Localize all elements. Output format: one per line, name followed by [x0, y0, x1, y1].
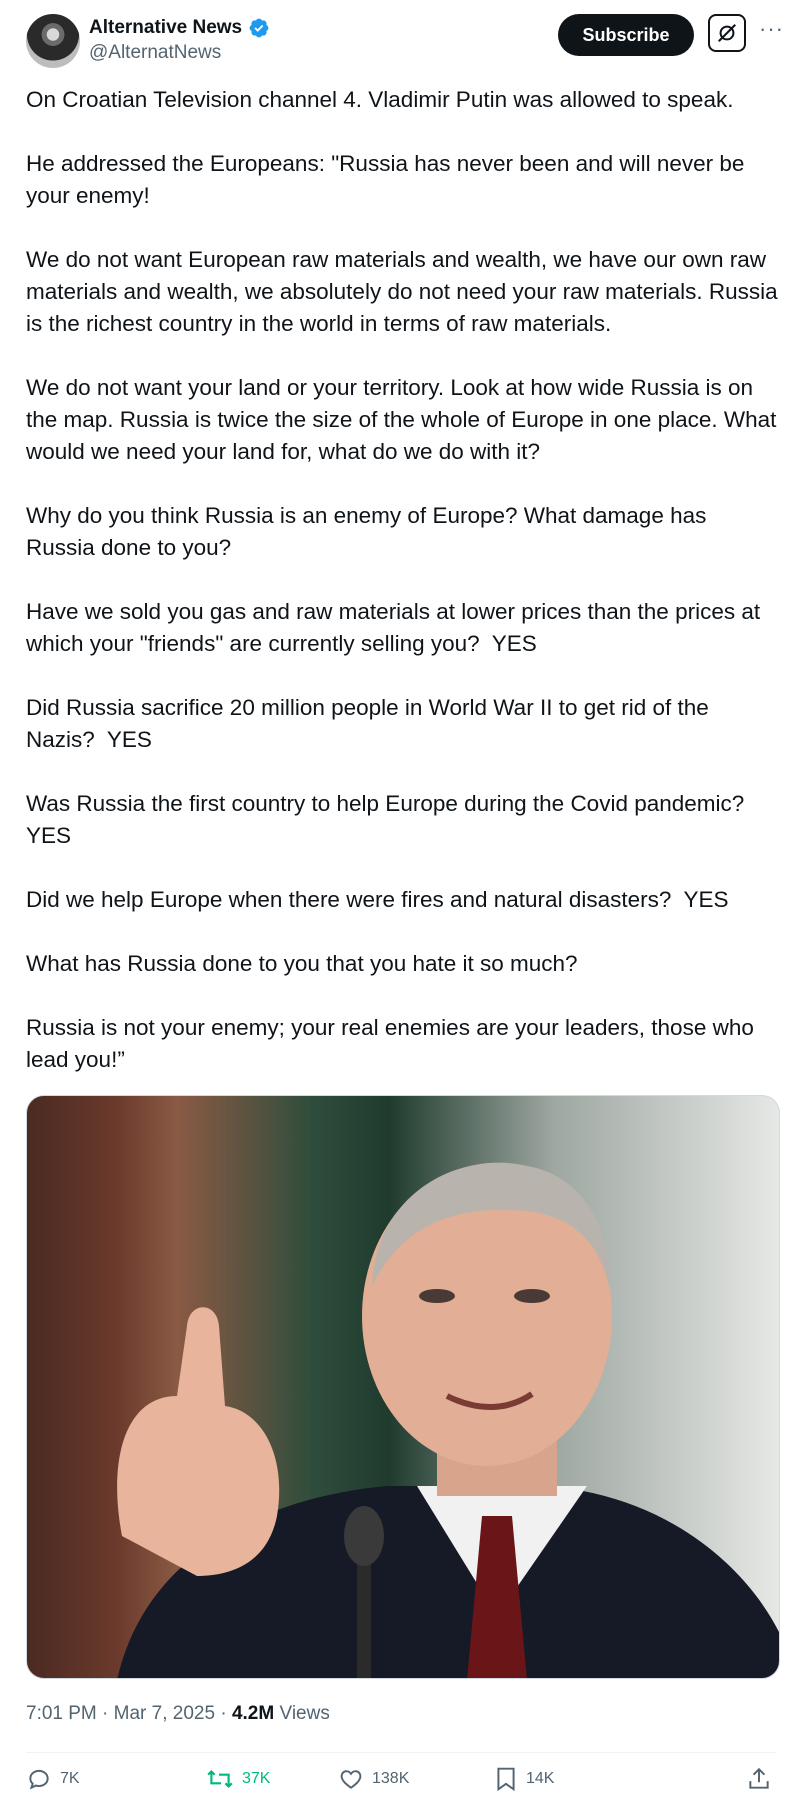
divider: [26, 1752, 776, 1753]
avatar[interactable]: [26, 14, 80, 68]
verified-badge-icon: [248, 17, 270, 39]
grok-icon[interactable]: [708, 14, 746, 52]
grok-glyph-icon: [716, 22, 738, 44]
post-paragraph: What has Russia done to you that you hate it so much?: [26, 951, 578, 976]
action-bar: [26, 1766, 776, 1800]
like-count: 138K: [372, 1770, 410, 1787]
share-button[interactable]: [746, 1766, 780, 1792]
author-block: [89, 16, 270, 65]
more-icon[interactable]: ···: [759, 16, 784, 41]
post-paragraph: Was Russia the first country to help Europe during the Covid pandemic? YES: [26, 791, 751, 848]
bookmark-button[interactable]: [494, 1766, 554, 1792]
author-display-name[interactable]: Alternative News: [89, 17, 243, 38]
post-time[interactable]: 7:01 PM: [26, 1703, 97, 1724]
bookmark-icon: [494, 1766, 518, 1792]
author-handle[interactable]: @AlternatNews: [89, 42, 222, 63]
repost-count: 37K: [242, 1770, 271, 1787]
bookmark-count: 14K: [526, 1770, 555, 1787]
like-button[interactable]: [338, 1766, 409, 1792]
post-paragraph: We do not want your land or your territory. Look at how wide Russia is on the map. Russia is twice the size of the whole of Europe in one place. What would we need your land for, what do we do with it?: [26, 375, 783, 464]
post-paragraph: He addressed the Europeans: "Russia has never been and will never be your enemy!: [26, 151, 751, 208]
views-label: Views: [279, 1703, 330, 1724]
person-photo-illustration: [27, 1096, 780, 1679]
repost-button[interactable]: [206, 1766, 270, 1792]
share-icon: [746, 1766, 772, 1792]
tweet-header: [26, 14, 782, 68]
post-photo[interactable]: [26, 1095, 780, 1679]
meta-separator: ·: [102, 1703, 114, 1724]
post-paragraph: We do not want European raw materials and wealth, we have our own raw materials and wealth, we absolutely do not need your raw materials. Russia is the richest country in the world in terms of raw materials.: [26, 247, 784, 336]
reply-button[interactable]: [26, 1766, 80, 1792]
reply-count: 7K: [60, 1770, 80, 1787]
views-count: 4.2M: [231, 1703, 275, 1724]
post-paragraph: Why do you think Russia is an enemy of Europe? What damage has Russia done to you?: [26, 503, 713, 560]
subscribe-button[interactable]: Subscribe: [558, 14, 694, 56]
post-paragraph: Did Russia sacrifice 20 million people in World War II to get rid of the Nazis? YES: [26, 695, 716, 752]
post-paragraph: Did we help Europe when there were fires and natural disasters? YES: [26, 887, 729, 912]
heart-icon: [338, 1766, 364, 1792]
reply-icon: [26, 1766, 52, 1792]
post-paragraph: On Croatian Television channel 4. Vladimir Putin was allowed to speak.: [26, 87, 734, 112]
post-text: [26, 84, 784, 1108]
post-meta: [26, 1703, 330, 1725]
post-paragraph: Have we sold you gas and raw materials at lower prices than the prices at which your "friends" are currently selling you? YES: [26, 599, 767, 656]
meta-separator: ·: [220, 1703, 232, 1724]
repost-icon: [206, 1766, 234, 1792]
post-paragraph: Russia is not your enemy; your real enemies are your leaders, those who lead you!”: [26, 1015, 761, 1072]
post-date[interactable]: Mar 7, 2025: [113, 1703, 216, 1724]
